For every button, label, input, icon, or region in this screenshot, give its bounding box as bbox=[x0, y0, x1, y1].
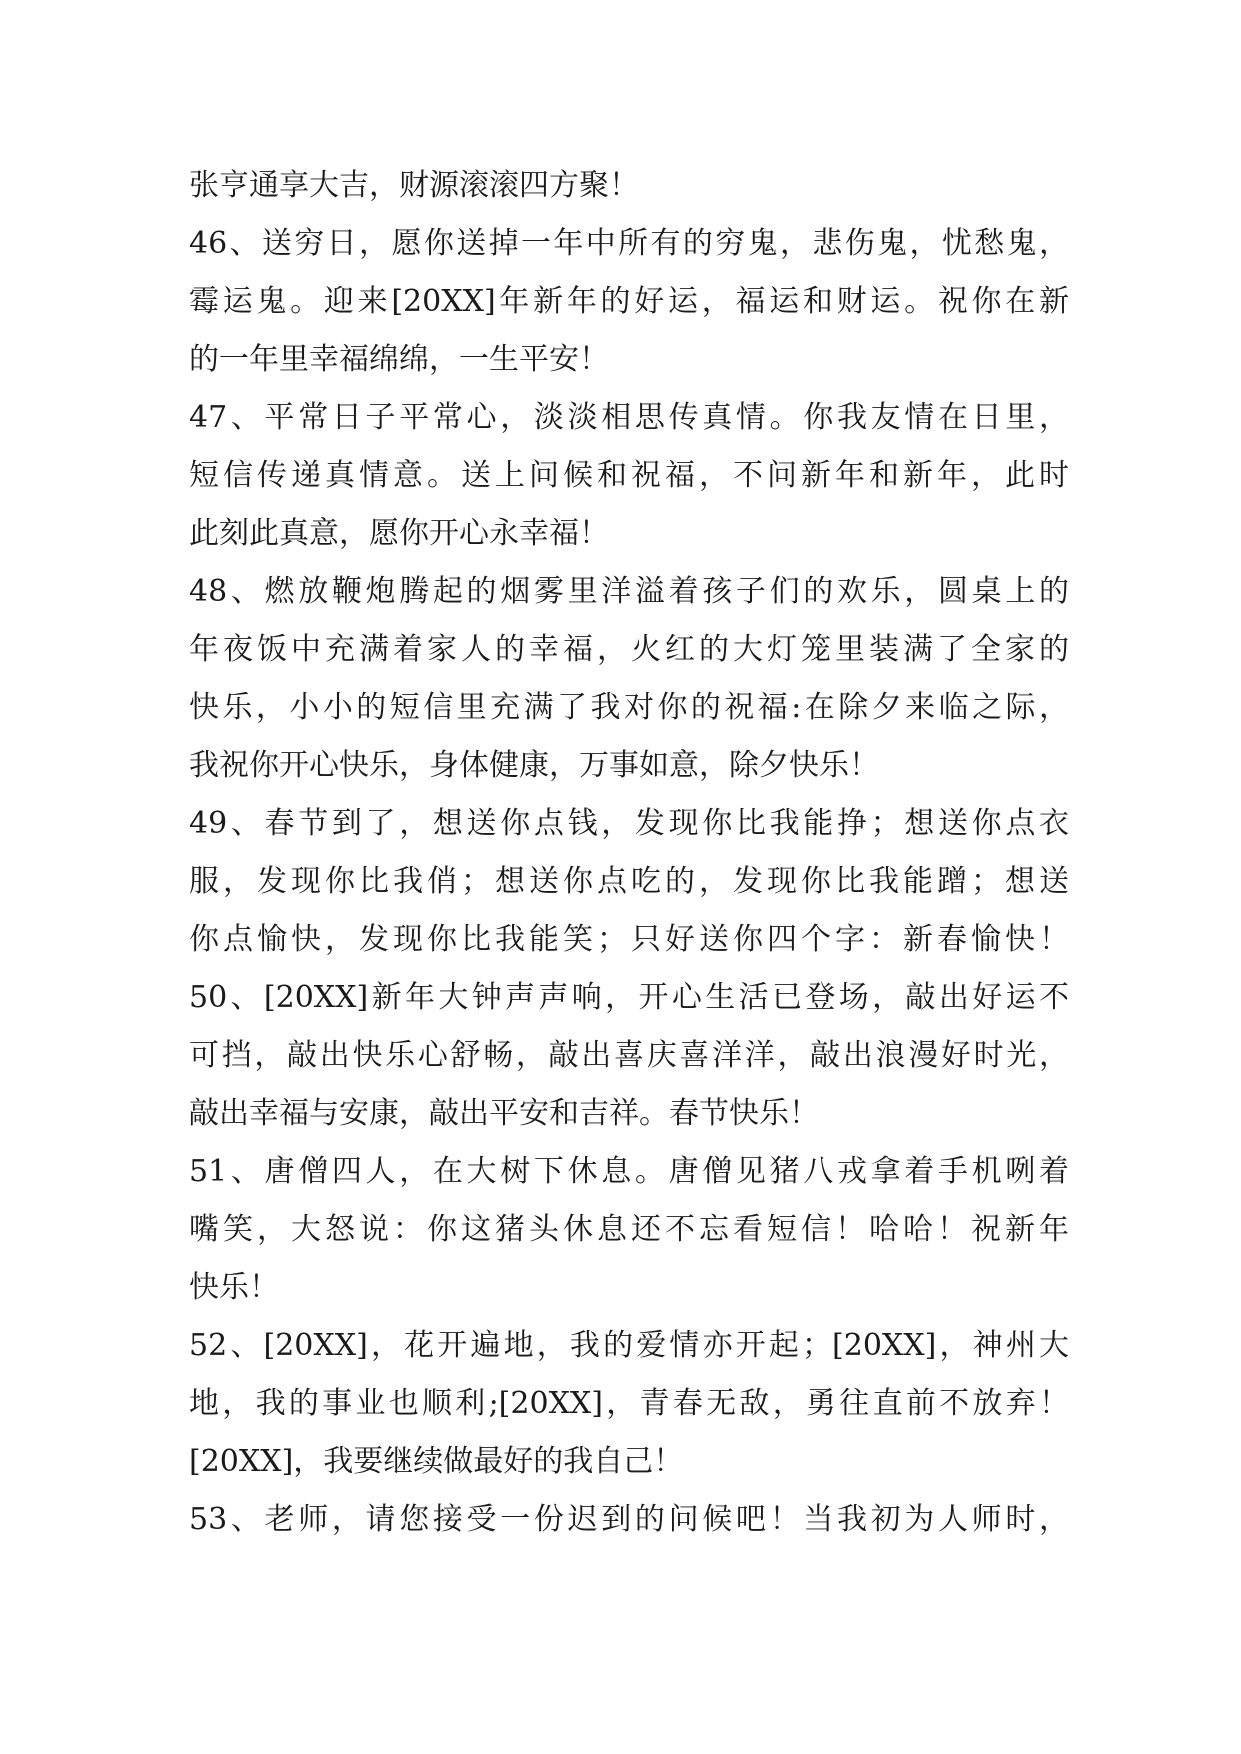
text-line: 快乐，小小的短信里充满了我对你的祝福:在除夕来临之际， bbox=[189, 690, 1069, 725]
text-line: 你点愉快，发现你比我能笑；只好送你四个字：新春愉快！ bbox=[189, 922, 1069, 957]
text-line: 张亨通享大吉，财源滚滚四方聚！ bbox=[189, 168, 639, 203]
text-line: 50、[20XX]新年大钟声声响，开心生活已登场，敲出好运不 bbox=[189, 980, 1069, 1015]
text-line: 霉运鬼。迎来[20XX]年新年的好运，福运和财运。祝你在新 bbox=[189, 284, 1069, 319]
text-line: 49、春节到了，想送你点钱，发现你比我能挣；想送你点衣 bbox=[189, 806, 1069, 841]
text-line: 53、老师，请您接受一份迟到的问候吧！当我初为人师时， bbox=[189, 1502, 1069, 1537]
text-line: 短信传递真情意。送上问候和祝福，不问新年和新年，此时 bbox=[189, 458, 1069, 493]
text-line: 46、送穷日，愿你送掉一年中所有的穷鬼，悲伤鬼，忧愁鬼， bbox=[189, 226, 1069, 261]
text-line: 此刻此真意，愿你开心永幸福！ bbox=[189, 516, 609, 551]
text-line: 嘴笑，大怒说：你这猪头休息还不忘看短信！哈哈！祝新年 bbox=[189, 1212, 1069, 1247]
text-line: 我祝你开心快乐，身体健康，万事如意，除夕快乐！ bbox=[189, 748, 879, 783]
text-line: 48、燃放鞭炮腾起的烟雾里洋溢着孩子们的欢乐，圆桌上的 bbox=[189, 574, 1069, 609]
text-line: 敲出幸福与安康，敲出平安和吉祥。春节快乐！ bbox=[189, 1096, 819, 1131]
text-line: 的一年里幸福绵绵，一生平安！ bbox=[189, 342, 609, 377]
text-line: 47、平常日子平常心，淡淡相思传真情。你我友情在日里， bbox=[189, 400, 1069, 435]
text-line: 52、[20XX]，花开遍地，我的爱情亦开起；[20XX]，神州大 bbox=[189, 1328, 1069, 1363]
text-line: 快乐！ bbox=[189, 1270, 279, 1305]
document-body bbox=[189, 157, 1069, 1549]
text-line: 年夜饭中充满着家人的幸福，火红的大灯笼里装满了全家的 bbox=[189, 632, 1069, 667]
text-line: 服，发现你比我俏；想送你点吃的，发现你比我能蹭；想送 bbox=[189, 864, 1069, 899]
text-line: 地，我的事业也顺利;[20XX]，青春无敌，勇往直前不放弃！ bbox=[189, 1386, 1069, 1421]
text-line: 可挡，敲出快乐心舒畅，敲出喜庆喜洋洋，敲出浪漫好时光， bbox=[189, 1038, 1069, 1073]
text-line: [20XX]，我要继续做最好的我自己！ bbox=[189, 1444, 684, 1479]
text-line: 51、唐僧四人，在大树下休息。唐僧见猪八戎拿着手机咧着 bbox=[189, 1154, 1069, 1189]
